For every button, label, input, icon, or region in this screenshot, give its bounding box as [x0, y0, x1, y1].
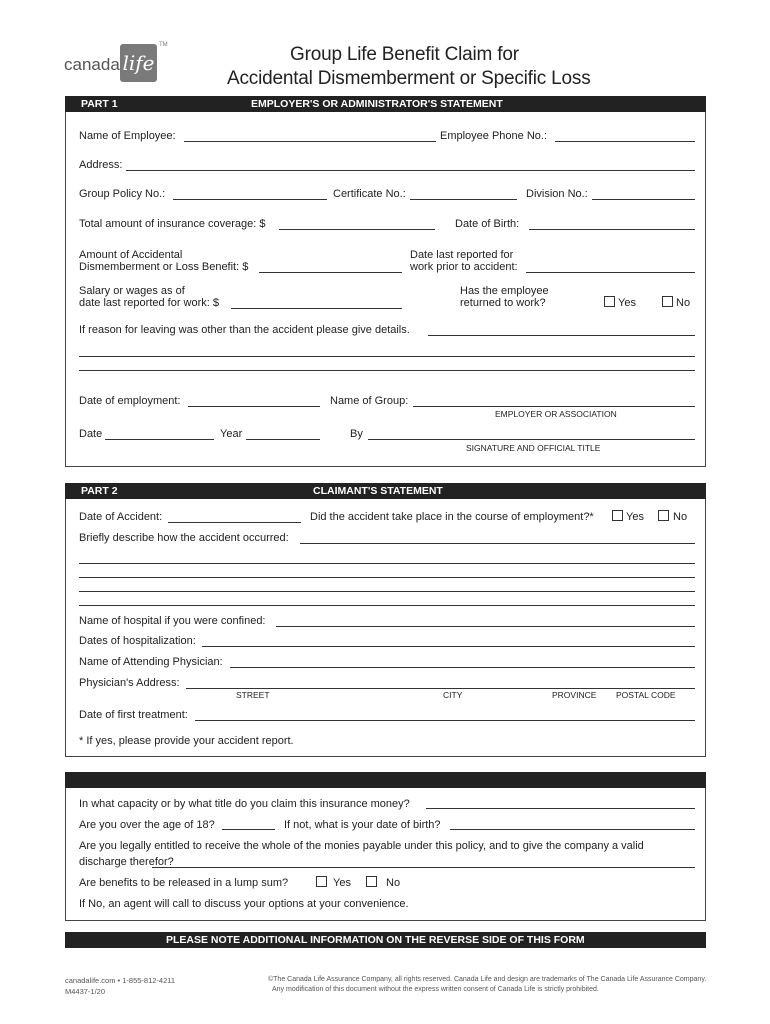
- physician-field[interactable]: [230, 667, 695, 668]
- legally-field[interactable]: [152, 867, 695, 868]
- returned-yes-checkbox[interactable]: [604, 296, 615, 307]
- form-title-line1: Group Life Benefit Claim for: [290, 44, 519, 65]
- group-policy-label: Group Policy No.:: [79, 188, 166, 200]
- returned-yes-label: Yes: [618, 297, 636, 309]
- describe-label: Briefly describe how the accident occurred:: [79, 532, 289, 544]
- hospital-field[interactable]: [276, 626, 695, 627]
- reason-field-1[interactable]: [428, 335, 695, 336]
- over18-field[interactable]: [222, 829, 275, 830]
- dates-hosp-label: Dates of hospitalization:: [79, 635, 196, 647]
- describe-field-3[interactable]: [79, 577, 695, 578]
- describe-field-2[interactable]: [79, 563, 695, 564]
- name-employee-label: Name of Employee:: [79, 130, 176, 142]
- logo: [64, 44, 174, 90]
- total-coverage-field[interactable]: [279, 229, 435, 230]
- describe-field-1[interactable]: [300, 543, 695, 544]
- physician-label: Name of Attending Physician:: [79, 656, 223, 668]
- salary-label-line1: Salary or wages as of: [79, 285, 185, 297]
- course-yes-checkbox[interactable]: [612, 510, 623, 521]
- returned-no-checkbox[interactable]: [662, 296, 673, 307]
- certificate-field[interactable]: [410, 199, 517, 200]
- street-caption: STREET: [236, 690, 270, 700]
- returned-label-line2: returned to work?: [460, 297, 546, 309]
- address-field[interactable]: [126, 170, 695, 171]
- lump-no-checkbox[interactable]: [366, 876, 377, 887]
- part3-header-bar: [65, 772, 706, 788]
- hospital-label: Name of hospital if you were confined:: [79, 615, 266, 627]
- returned-label-line1: Has the employee: [460, 285, 549, 297]
- date-last-label-line1: Date last reported for: [410, 249, 514, 261]
- capacity-label: In what capacity or by what title do you claim this insurance money?: [79, 798, 410, 810]
- part1-header-bar: [65, 96, 706, 112]
- amount-label-line2: Dismemberment or Loss Benefit: $: [79, 261, 249, 273]
- capacity-field[interactable]: [426, 808, 695, 809]
- agent-note: If No, an agent will call to discuss your options at your convenience.: [79, 898, 409, 910]
- footer-copyright-1: ©The Canada Life Assurance Company, all rights reserved. Canada Life and design are trademarks of The Canada Life Assurance Company.: [268, 976, 707, 983]
- lump-no-label: No: [386, 877, 401, 889]
- province-caption: PROVINCE: [552, 690, 597, 700]
- first-treatment-field[interactable]: [195, 720, 695, 721]
- address-label: Address:: [79, 159, 123, 171]
- date-last-field[interactable]: [526, 272, 695, 273]
- date-last-label-line2: work prior to accident:: [410, 261, 518, 273]
- date-accident-label: Date of Accident:: [79, 511, 163, 523]
- phys-address-label: Physician's Address:: [79, 677, 180, 689]
- course-employment-label: Did the accident take place in the course of employment?*: [310, 511, 594, 523]
- name-group-label: Name of Group:: [330, 395, 409, 407]
- date-field[interactable]: [105, 439, 214, 440]
- part1-label: PART 1: [81, 98, 118, 110]
- returned-no-label: No: [676, 297, 691, 309]
- part2-heading: CLAIMANT'S STATEMENT: [313, 485, 443, 497]
- course-no-checkbox[interactable]: [658, 510, 669, 521]
- name-employee-field[interactable]: [184, 141, 436, 142]
- division-field[interactable]: [592, 199, 695, 200]
- name-group-field[interactable]: [413, 406, 695, 407]
- amount-field[interactable]: [259, 272, 402, 273]
- city-caption: CITY: [443, 690, 463, 700]
- reason-field-3[interactable]: [79, 370, 695, 371]
- notice-bar: [65, 932, 706, 948]
- part1-heading: EMPLOYER'S OR ADMINISTRATOR'S STATEMENT: [251, 98, 503, 110]
- date-label: Date: [79, 428, 103, 440]
- date-employment-label: Date of employment:: [79, 395, 181, 407]
- group-policy-field[interactable]: [173, 199, 327, 200]
- if-not-dob-label: If not, what is your date of birth?: [284, 819, 441, 831]
- dob-field[interactable]: [529, 229, 695, 230]
- division-label: Division No.:: [526, 188, 588, 200]
- reason-field-2[interactable]: [79, 356, 695, 357]
- notice-text: PLEASE NOTE ADDITIONAL INFORMATION ON THE REVERSE SIDE OF THIS FORM: [166, 934, 585, 946]
- employee-phone-field[interactable]: [555, 141, 695, 142]
- describe-field-5[interactable]: [79, 605, 695, 606]
- course-no-label: No: [673, 511, 688, 523]
- phys-address-field[interactable]: [186, 688, 695, 689]
- postal-caption: POSTAL CODE: [616, 690, 676, 700]
- date-employment-field[interactable]: [188, 406, 320, 407]
- legally-label-line1: Are you legally entitled to receive the whole of the monies payable under this policy, and to give the company a valid: [79, 840, 644, 852]
- footer-copyright-2: Any modification of this document without the express written consent of Canada Life is strictly prohibited.: [272, 986, 599, 993]
- by-label: By: [350, 428, 363, 440]
- signature-field[interactable]: [368, 439, 695, 440]
- signature-caption: SIGNATURE AND OFFICIAL TITLE: [466, 443, 601, 453]
- employer-assoc-caption: EMPLOYER OR ASSOCIATION: [495, 409, 617, 419]
- form-title-line2: Accidental Dismemberment or Specific Loss: [227, 68, 591, 89]
- total-coverage-label: Total amount of insurance coverage: $: [79, 218, 266, 230]
- logo-tm: TM: [159, 42, 168, 48]
- logo-wordmark: canada: [64, 55, 120, 74]
- salary-field[interactable]: [231, 308, 402, 309]
- dates-hosp-field[interactable]: [202, 646, 695, 647]
- over18-label: Are you over the age of 18?: [79, 819, 215, 831]
- describe-field-4[interactable]: [79, 591, 695, 592]
- part2-label: PART 2: [81, 485, 118, 497]
- lump-yes-checkbox[interactable]: [316, 876, 327, 887]
- logo-mark: life: [120, 44, 157, 82]
- year-label: Year: [220, 428, 243, 440]
- footer-contact: canadalife.com • 1-855-812-4211: [65, 976, 176, 985]
- date-accident-field[interactable]: [168, 522, 301, 523]
- course-yes-label: Yes: [626, 511, 644, 523]
- lump-yes-label: Yes: [333, 877, 351, 889]
- dob-label: Date of Birth:: [455, 218, 520, 230]
- employee-phone-label: Employee Phone No.:: [440, 130, 548, 142]
- reason-label: If reason for leaving was other than the accident please give details.: [79, 324, 410, 336]
- lump-sum-label: Are benefits to be released in a lump sum?: [79, 877, 289, 889]
- first-treatment-label: Date of first treatment:: [79, 709, 188, 721]
- accident-footnote: * If yes, please provide your accident report.: [79, 735, 294, 747]
- salary-label-line2: date last reported for work: $: [79, 297, 220, 309]
- part2-header-bar: [65, 483, 706, 499]
- if-not-dob-field[interactable]: [450, 829, 695, 830]
- footer-form-code: M4437-1/20: [65, 987, 106, 996]
- certificate-label: Certificate No.:: [333, 188, 406, 200]
- year-field[interactable]: [246, 439, 320, 440]
- legally-label-line2: discharge therefor?: [79, 856, 174, 868]
- amount-label-line1: Amount of Accidental: [79, 249, 183, 261]
